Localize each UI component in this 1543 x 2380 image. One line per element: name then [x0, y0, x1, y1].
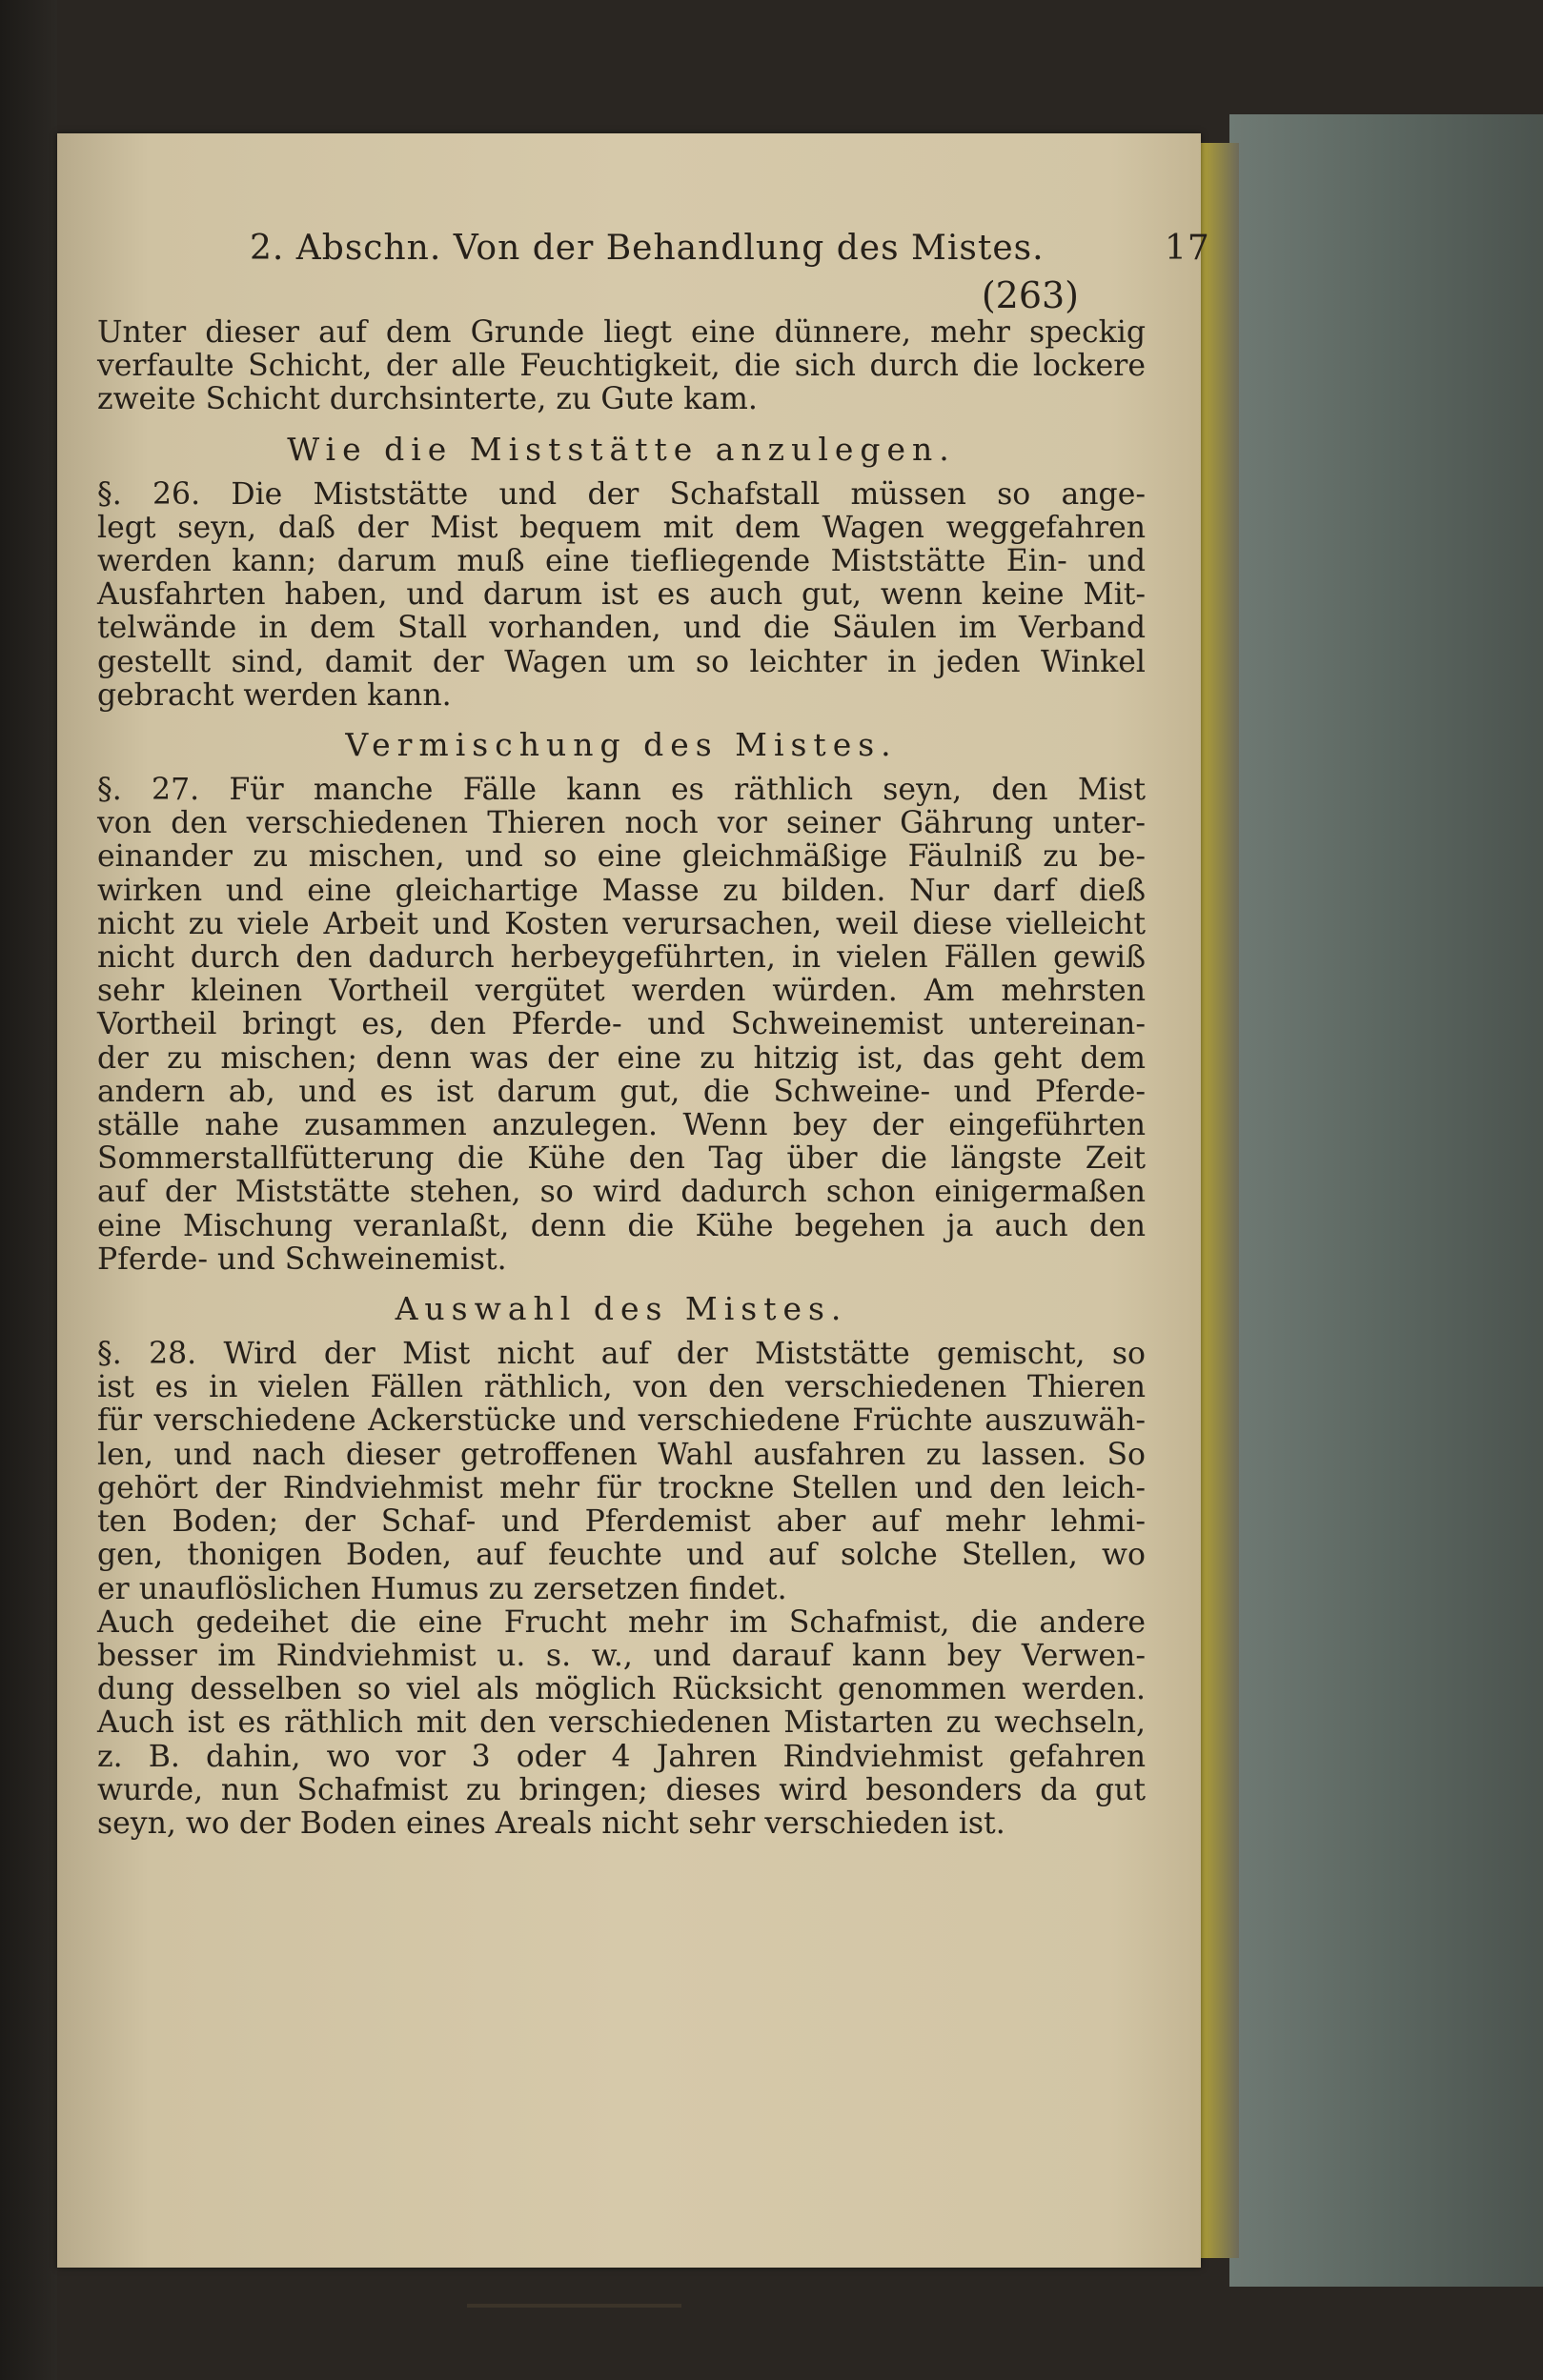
text-line: Pferde- und Schweinemist.: [97, 1241, 507, 1277]
text-line: Vortheil bringt es, den Pferde- und Schweinemist untereinan-: [97, 1007, 1146, 1042]
text-line: auf der Miststätte stehen, so wird dadurch schon einigermaßen: [97, 1175, 1146, 1210]
section-paragraph: [97, 774, 1146, 1277]
text-line: sehr kleinen Vortheil vergütet werden würden. Am mehrsten: [97, 974, 1146, 1009]
running-header: [97, 229, 1210, 274]
text-line: ställe nahe zusammen anzulegen. Wenn bey der eingeführten: [97, 1108, 1146, 1143]
text-line: besser im Rindviehmist u. s. w., und darauf kann bey Verwen-: [97, 1638, 1146, 1673]
text-line: der zu mischen; denn was der eine zu hitzig ist, das geht dem: [97, 1040, 1146, 1076]
text-line: zweite Schicht durchsinterte, zu Gute kam.: [97, 382, 758, 417]
text-line: werden kann; darum muß eine tiefliegende Miststätte Ein- und: [97, 544, 1146, 579]
text-line: nicht durch den dadurch herbeygeführten, in vielen Fällen gewiß: [97, 940, 1146, 976]
text-line: Sommerstallfütterung die Kühe den Tag über die längste Zeit: [97, 1141, 1146, 1177]
book-cover-board: [1229, 114, 1543, 2287]
text-line: Ausfahrten haben, und darum ist es auch gut, wenn keine Mit-: [97, 577, 1146, 613]
section-heading: Wie die Miststätte anzulegen.: [287, 430, 956, 468]
section-heading: Auswahl des Mistes.: [395, 1290, 848, 1328]
text-line: von den verschiedenen Thieren noch vor seiner Gährung unter-: [97, 806, 1146, 841]
text-line: z. B. dahin, wo vor 3 oder 4 Jahren Rindviehmist gefahren: [97, 1739, 1146, 1774]
book-page: [57, 133, 1210, 2268]
intro-paragraph: [97, 316, 1146, 417]
section-paragraph: [97, 1338, 1146, 1606]
text-line: verfaulte Schicht, der alle Feuchtigkeit, die sich durch die lockere: [97, 349, 1146, 384]
text-line: Unter dieser auf dem Grunde liegt eine dünnere, mehr speckig: [97, 315, 1146, 350]
body-text: [97, 316, 1146, 1841]
end-rule: [467, 2304, 681, 2308]
text-line: §. 27. Für manche Fälle kann es räthlich seyn, den Mist: [97, 773, 1146, 808]
text-line: Auch ist es räthlich mit den verschiedenen Mistarten zu wechseln,: [97, 1705, 1146, 1741]
text-line: legt seyn, daß der Mist bequem mit dem Wagen weggefahren: [97, 510, 1146, 545]
text-line: er unauflöslichen Humus zu zersetzen findet.: [97, 1571, 787, 1606]
page-number: (263): [981, 274, 1079, 316]
text-line: §. 28. Wird der Mist nicht auf der Miststätte gemischt, so: [97, 1337, 1146, 1372]
section-paragraph: [97, 478, 1146, 713]
page-content: [97, 229, 1210, 1841]
text-line: ten Boden; der Schaf- und Pferdemist aber auf mehr lehmi-: [97, 1504, 1146, 1540]
text-line: Auch gedeihet die eine Frucht mehr im Schafmist, die andere: [97, 1604, 1146, 1640]
running-head: 2. Abschn. Von der Behandlung des Mistes.: [250, 229, 1045, 268]
text-line: einander zu mischen, und so eine gleichmäßige Fäulniß zu be-: [97, 839, 1146, 875]
backdrop: [0, 0, 57, 2380]
text-line: telwände in dem Stall vorhanden, und die Säulen im Verband: [97, 611, 1146, 646]
sheet-signature: 17: [1165, 229, 1210, 268]
text-line: nicht zu viele Arbeit und Kosten verursachen, weil diese vielleicht: [97, 906, 1146, 941]
text-line: §. 26. Die Miststätte und der Schafstall müssen so ange-: [97, 476, 1146, 512]
text-line: wirken und eine gleichartige Masse zu bilden. Nur darf dieß: [97, 873, 1146, 908]
section-heading: Vermischung des Mistes.: [345, 726, 898, 764]
text-line: dung desselben so viel als möglich Rücksicht genommen werden.: [97, 1672, 1146, 1707]
text-line: gen, thonigen Boden, auf feuchte und auf solche Stellen, wo: [97, 1538, 1146, 1573]
text-line: gehört der Rindviehmist mehr für trockne Stellen und den leich-: [97, 1470, 1146, 1505]
text-line: ist es in vielen Fällen räthlich, von den verschiedenen Thieren: [97, 1370, 1146, 1405]
text-line: len, und nach dieser getroffenen Wahl ausfahren zu lassen. So: [97, 1437, 1146, 1472]
text-line: gebracht werden kann.: [97, 677, 452, 713]
text-line: andern ab, und es ist darum gut, die Schweine- und Pferde-: [97, 1074, 1146, 1109]
text-line: seyn, wo der Boden eines Areals nicht sehr verschieden ist.: [97, 1805, 1005, 1841]
section-paragraph: [97, 1606, 1146, 1841]
text-line: eine Mischung veranlaßt, denn die Kühe begehen ja auch den: [97, 1208, 1146, 1243]
text-line: gestellt sind, damit der Wagen um so leichter in jeden Winkel: [97, 644, 1146, 679]
text-line: für verschiedene Ackerstücke und verschiedene Früchte auszuwäh-: [97, 1403, 1146, 1439]
text-line: wurde, nun Schafmist zu bringen; dieses wird besonders da gut: [97, 1772, 1146, 1807]
